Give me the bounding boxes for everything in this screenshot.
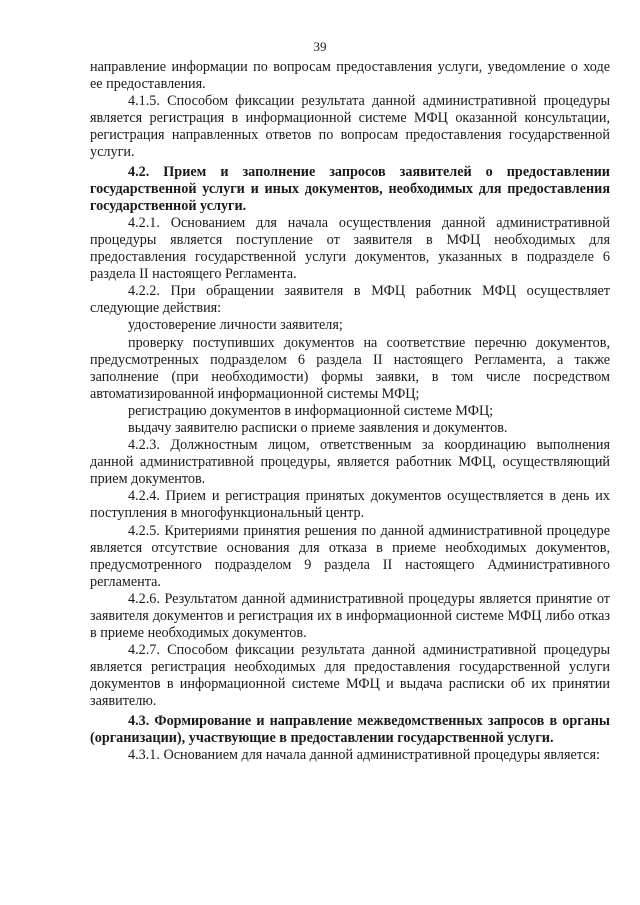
paragraph: 4.1.5. Способом фиксации результата данной административной процедуры является регистрация в информационной системе МФЦ оказанной консультации, регистрация направленных ответов по вопросам предоставления государственной услуги. [90, 93, 610, 161]
paragraph: 4.2.4. Прием и регистрация принятых документов осуществляется в день их поступления в многофункциональный центр. [90, 488, 610, 522]
paragraph: 4.2.2. При обращении заявителя в МФЦ работник МФЦ осуществляет следующие действия: [90, 283, 610, 317]
section-heading: 4.3. Формирование и направление межведомственных запросов в органы (организации), участвующие в предоставлении государственной услуги. [90, 712, 610, 746]
paragraph: направление информации по вопросам предоставления услуги, уведомление о ходе ее предоставления. [90, 59, 610, 93]
paragraph: 4.2.1. Основанием для начала осуществления данной административной процедуры является поступление от заявителя в МФЦ необходимых для предоставления государственной услуги документов, указанных в подразделе 6 раздела II настоящего Регламента. [90, 214, 610, 283]
paragraph: 4.3.1. Основанием для начала данной административной процедуры является: [128, 746, 600, 763]
paragraph: 4.2.7. Способом фиксации результата данной административной процедуры является регистрация необходимых для предоставления государственной услуги документов в информационной системе МФЦ и выдача расписки об их принятии заявителю. [90, 642, 610, 710]
page-number: 39 [313, 39, 327, 54]
document-body [90, 59, 610, 764]
section-heading: 4.2. Прием и заполнение запросов заявителей о предоставлении государственной услуги и иных документов, необходимых для предоставления государственной услуги. [90, 163, 610, 214]
list-item: удостоверение личности заявителя; [128, 317, 343, 334]
paragraph: 4.2.5. Критериями принятия решения по данной административной процедуре является отсутствие основания для отказа в приеме необходимых документов, предусмотренного подразделом 9 раздела II настоящего Административного регламента. [90, 522, 610, 590]
list-item: регистрацию документов в информационной системе МФЦ; [128, 402, 494, 419]
paragraph: 4.2.6. Результатом данной административной процедуры является принятие от заявителя документов и регистрация их в информационной системе МФЦ либо отказ в приеме необходимых документов. [90, 590, 610, 642]
list-item: выдачу заявителю расписки о приеме заявления и документов. [128, 419, 508, 436]
paragraph: 4.2.3. Должностным лицом, ответственным за координацию выполнения данной административной процедуры, является работник МФЦ, осуществляющий прием документов. [90, 437, 610, 488]
list-item: проверку поступивших документов на соответствие перечню документов, предусмотренных подразделом 6 раздела II настоящего Регламента, а также заполнение (при необходимости) формы заявки, в том числе посредством автоматизированной информационной системы МФЦ; [90, 334, 610, 402]
